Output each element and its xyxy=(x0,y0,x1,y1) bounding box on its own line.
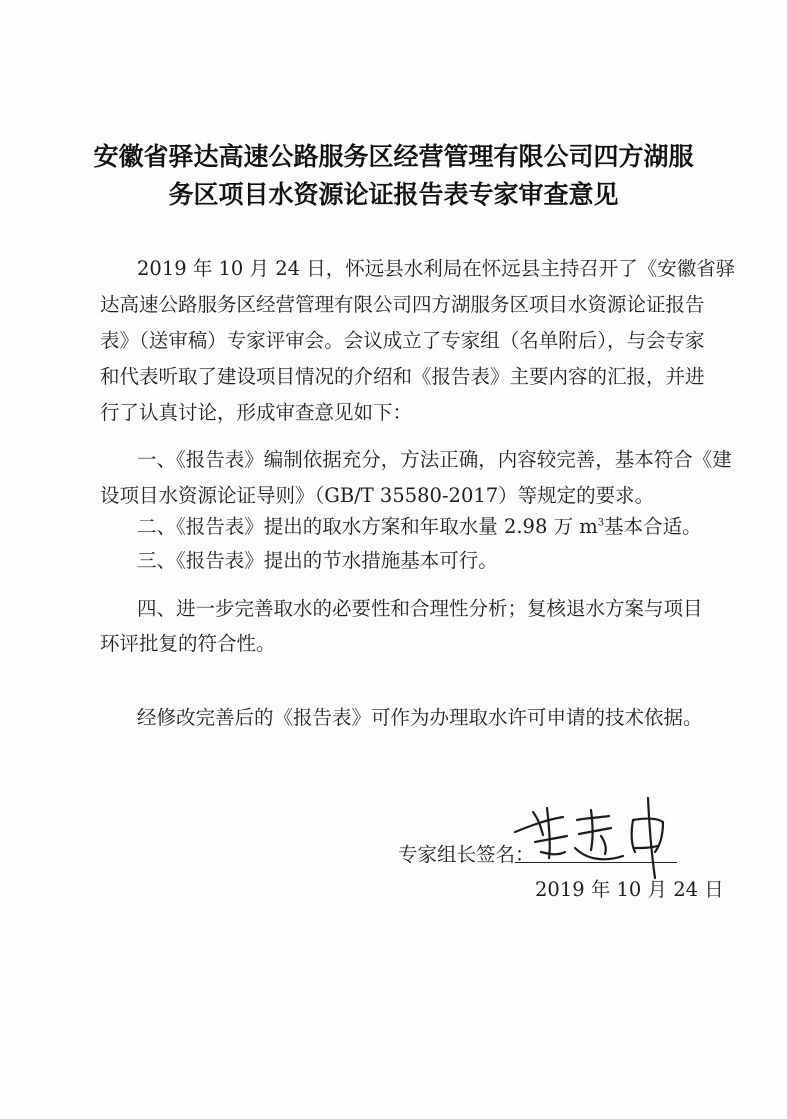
intro-line-2: 达高速公路服务区经营管理有限公司四方湖服务区项目水资源论证报告 xyxy=(100,293,705,316)
opinion-1-line-2: 设项目水资源论证导则》（GB/T 35580-2017）等规定的要求。 xyxy=(100,484,655,507)
opinion-2 xyxy=(137,513,702,541)
handwritten-signature xyxy=(505,790,705,880)
opinion-4-line-1: 四、进一步完善取水的必要性和合理性分析；复核退水方案与项目 xyxy=(137,597,703,620)
cubic-superscript: 3 xyxy=(597,517,605,529)
intro-line-5: 行了认真讨论，形成审查意见如下： xyxy=(100,401,413,424)
document-title-line-2: 务区项目水资源论证报告表专家审查意见 xyxy=(168,180,619,209)
opinion-2-suffix: 基本合适。 xyxy=(604,515,702,538)
signature-date: 2019 年 10 月 24 日 xyxy=(535,878,724,901)
intro-line-4: 和代表听取了建设项目情况的介绍和《报告表》主要内容的汇报，并进 xyxy=(100,365,705,388)
conclusion-text: 经修改完善后的《报告表》可作为办理取水许可申请的技术依据。 xyxy=(137,706,703,729)
signature-label: 专家组长签名： xyxy=(398,843,535,866)
intro-line-3: 表》（送审稿）专家评审会。会议成立了专家组（名单附后），与会专家 xyxy=(100,329,705,352)
opinion-2-text: 二、《报告表》提出的取水方案和年取水量 2.98 万 m xyxy=(137,515,598,538)
document-title-line-1: 安徽省驿达高速公路服务区经营管理有限公司四方湖服 xyxy=(93,142,694,171)
opinion-3: 三、《报告表》提出的节水措施基本可行。 xyxy=(137,549,498,572)
intro-line-1: 2019 年 10 月 24 日，怀远县水利局在怀远县主持召开了《安徽省驿 xyxy=(137,257,736,280)
opinion-1-line-1: 一、《报告表》编制依据充分，方法正确，内容较完善，基本符合《建 xyxy=(137,448,732,471)
opinion-4-line-2: 环评批复的符合性。 xyxy=(100,632,276,655)
